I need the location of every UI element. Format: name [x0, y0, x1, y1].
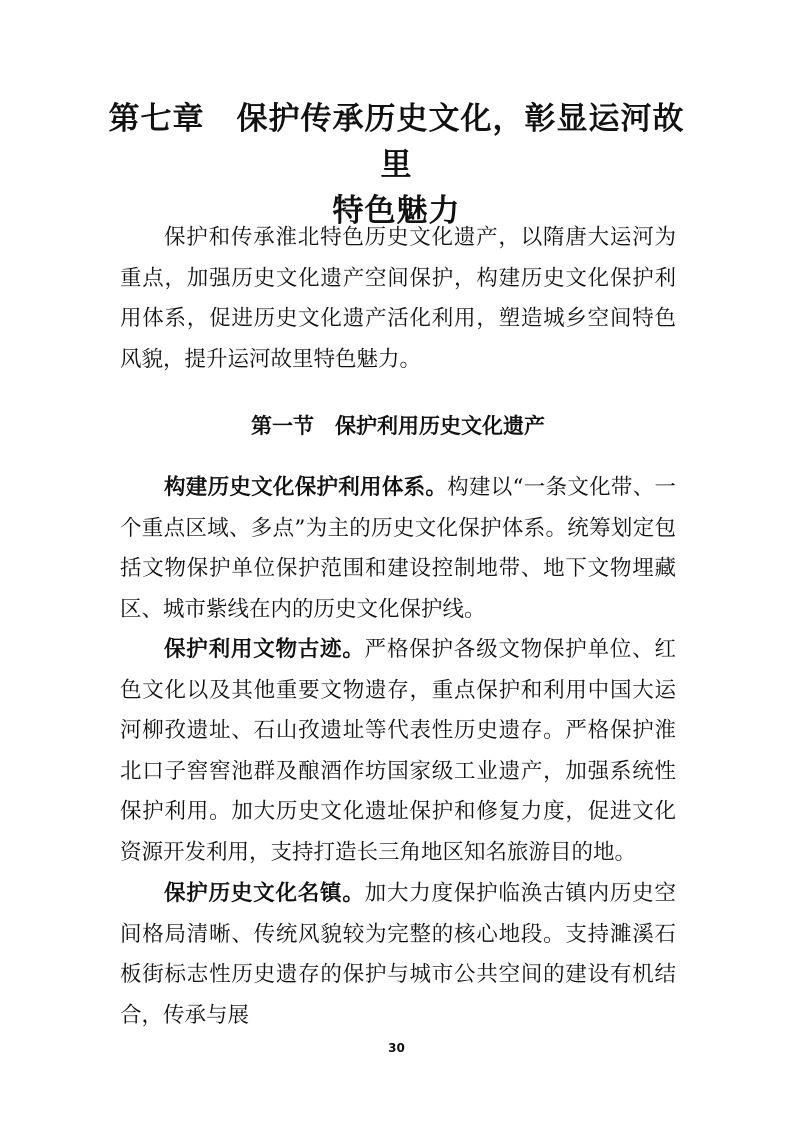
- paragraph-cultural-relics: [120, 630, 676, 873]
- chapter-title-line-1: 第七章 保护传承历史文化，彰显运河故里: [108, 101, 685, 183]
- paragraph-protection-system: [120, 468, 676, 630]
- section-title: 第一节 保护利用历史文化遗产: [251, 414, 545, 438]
- page-number: 30: [388, 1041, 405, 1055]
- paragraph-text: 严格保护各级文物保护单位、红色文化以及其他重要文物遗存，重点保护和利用中国大运河柳孜遗址、石山孜遗址等代表性历史遗存。严格保护淮北口子窖窖池群及酿酒作坊国家级工业遗产，加强系统性保护利用。加大历史文化遗址保护和修复力度，促进文化资源开发利用，支持打造长三角地区知名旅游目的地。: [120, 637, 676, 865]
- paragraph-lead: 构建历史文化保护利用体系。: [164, 475, 448, 500]
- intro-paragraph: 保护和传承淮北特色历史文化遗产，以隋唐大运河为重点，加强历史文化遗产空间保护，构建历史文化保护利用体系，促进历史文化遗产活化利用，塑造城乡空间特色风貌，提升运河故里特色魅力。: [120, 225, 676, 372]
- chapter-title-line-2: 特色魅力: [332, 193, 461, 229]
- paragraph-lead: 保护利用文物古迹。: [164, 637, 365, 662]
- paragraph-lead: 保护历史文化名镇。: [164, 881, 365, 906]
- paragraph-text: 加大力度保护临涣古镇内历史空间格局清晰、传统风貌较为完整的核心地段。支持濉溪石板街标志性历史遗存的保护与城市公共空间的建设有机结合，传承与展: [120, 881, 676, 1028]
- paragraph-text: 构建以“一条文化带、一个重点区域、多点”为主的历史文化保护体系。统筹划定包括文物保护单位保护范围和建设控制地带、地下文物埋藏区、城市紫线在内的历史文化保护线。: [120, 475, 676, 622]
- chapter-title: [100, 96, 693, 234]
- paragraph-historic-towns: [120, 874, 676, 1036]
